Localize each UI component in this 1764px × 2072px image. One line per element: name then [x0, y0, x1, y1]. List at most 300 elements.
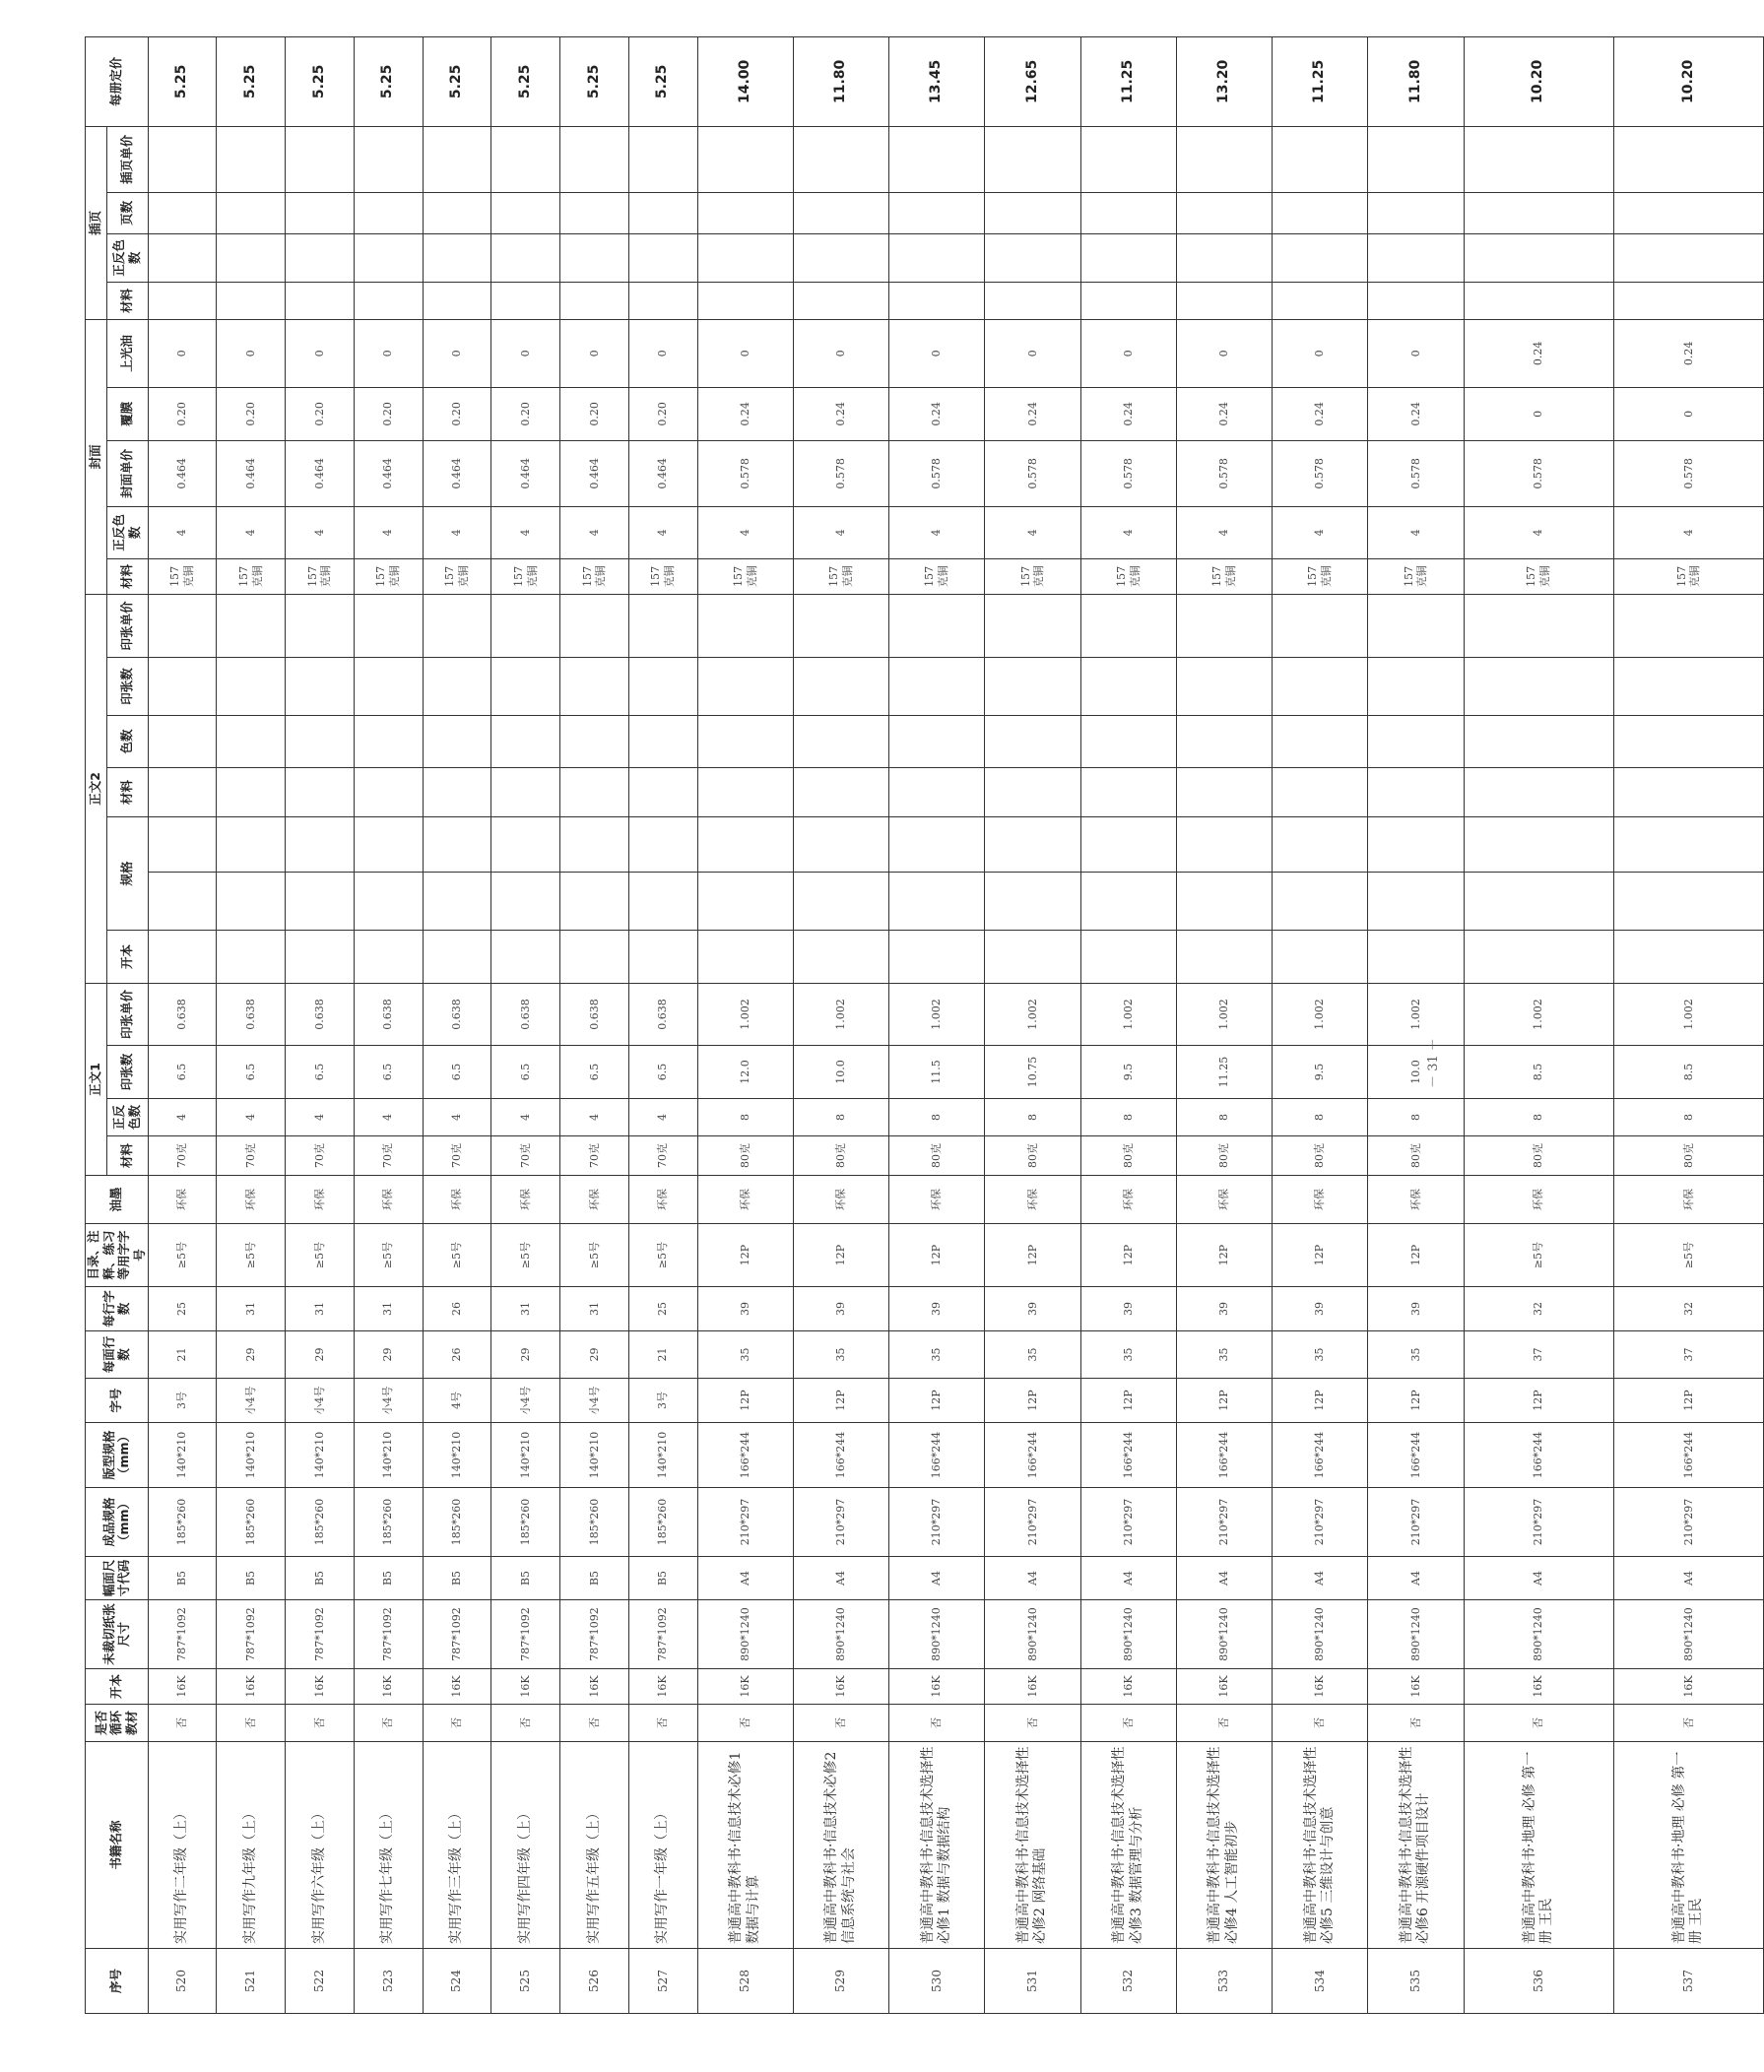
cell-toc: ≥5号 [1464, 1224, 1613, 1287]
cell-chars: 39 [1176, 1287, 1272, 1331]
cell-format: 16K [217, 1669, 286, 1705]
cell-empty [628, 233, 697, 282]
cell-ink: 环保 [1464, 1176, 1613, 1224]
cell-recycle: 否 [1176, 1705, 1272, 1742]
cell-empty [1464, 767, 1613, 816]
cell-toc: ≥5号 [628, 1224, 697, 1287]
cell-price: 11.80 [793, 36, 888, 126]
cell-b1sheets: 9.5 [1273, 1046, 1368, 1099]
cell-empty [1080, 767, 1176, 816]
cell-area: 166*244 [1368, 1423, 1464, 1488]
cell-empty [423, 282, 491, 319]
col-header-name: 书籍名称 [86, 1742, 149, 1949]
cell-b1col: 8 [697, 1099, 793, 1136]
cell-empty [1368, 816, 1464, 872]
cell-empty [1273, 715, 1368, 767]
cell-empty [560, 126, 629, 192]
cell-b1col: 8 [1368, 1099, 1464, 1136]
cell-chars: 31 [354, 1287, 423, 1331]
cell-empty [793, 233, 888, 282]
cell-area: 140*210 [628, 1423, 697, 1488]
cell-recycle: 否 [148, 1705, 217, 1742]
cell-b1unit: 1.002 [793, 983, 888, 1045]
cell-paper: 890*1240 [697, 1600, 793, 1669]
cell-empty [1464, 930, 1613, 983]
cell-empty [354, 930, 423, 983]
cell-paper: 890*1240 [793, 1600, 888, 1669]
cell-seq: 530 [889, 1949, 985, 2014]
cell-chars: 31 [217, 1287, 286, 1331]
cell-area: 166*244 [889, 1423, 985, 1488]
cell-empty [354, 594, 423, 657]
cell-b1mat: 70克 [148, 1136, 217, 1176]
cell-film: 0.20 [217, 387, 286, 440]
cell-empty [985, 126, 1080, 192]
cell-empty [1368, 192, 1464, 233]
cell-empty [889, 715, 985, 767]
cell-b1sheets: 6.5 [491, 1046, 560, 1099]
cell-lines: 29 [491, 1331, 560, 1379]
cell-empty [1613, 233, 1763, 282]
cell-format: 16K [286, 1669, 355, 1705]
cell-format: 16K [560, 1669, 629, 1705]
cell-name: 实用写作三年级（上） [423, 1742, 491, 1949]
cell-font: 小4号 [560, 1379, 629, 1423]
cell-varnish: 0 [286, 319, 355, 387]
cell-empty [985, 767, 1080, 816]
cell-lines: 35 [985, 1331, 1080, 1379]
col-header-price: 每册定价 [86, 36, 149, 126]
cell-recycle: 否 [793, 1705, 888, 1742]
cell-b1sheets: 9.5 [1080, 1046, 1176, 1099]
cell-empty [423, 767, 491, 816]
cell-seq: 523 [354, 1949, 423, 2014]
cell-b1unit: 0.638 [628, 983, 697, 1045]
cell-empty [286, 126, 355, 192]
cell-varnish: 0 [697, 319, 793, 387]
cell-price: 11.80 [1368, 36, 1464, 126]
cell-b1sheets: 10.75 [985, 1046, 1080, 1099]
cell-varnish: 0 [423, 319, 491, 387]
cell-price: 5.25 [286, 36, 355, 126]
cell-code: B5 [423, 1557, 491, 1600]
cell-toc: 12P [793, 1224, 888, 1287]
cell-empty [148, 657, 217, 715]
cell-varnish: 0 [1176, 319, 1272, 387]
cell-empty [1464, 872, 1613, 930]
cell-area: 140*210 [423, 1423, 491, 1488]
cell-code: A4 [793, 1557, 888, 1600]
cell-name: 普通高中教科书·信息技术选择性必修4 人工智能初步 [1176, 1742, 1272, 1949]
cell-film: 0.20 [423, 387, 491, 440]
cell-cmat: 157克铜 [697, 558, 793, 594]
cell-empty [286, 715, 355, 767]
table-row [423, 36, 491, 2013]
cell-empty [217, 233, 286, 282]
cell-b1col: 8 [889, 1099, 985, 1136]
cell-empty [1273, 767, 1368, 816]
cell-toc: ≥5号 [286, 1224, 355, 1287]
cell-empty [793, 767, 888, 816]
cell-ink: 环保 [491, 1176, 560, 1224]
cell-lines: 35 [1273, 1331, 1368, 1379]
cell-varnish: 0 [1273, 319, 1368, 387]
cell-ink: 环保 [286, 1176, 355, 1224]
cell-empty [1176, 715, 1272, 767]
cell-empty [697, 126, 793, 192]
col-header-insert-pages: 页数 [106, 192, 148, 233]
cell-b1sheets: 6.5 [354, 1046, 423, 1099]
cell-empty [1273, 282, 1368, 319]
cell-paper: 787*1092 [560, 1600, 629, 1669]
cell-recycle: 否 [491, 1705, 560, 1742]
cell-cunit: 0.464 [217, 440, 286, 506]
cell-area: 140*210 [560, 1423, 629, 1488]
table-row [286, 36, 355, 2013]
cell-cmat: 157克铜 [1464, 558, 1613, 594]
cell-seq: 524 [423, 1949, 491, 2014]
cell-chars: 31 [560, 1287, 629, 1331]
table-row [560, 36, 629, 2013]
cell-code: A4 [1368, 1557, 1464, 1600]
cell-empty [1273, 126, 1368, 192]
cell-ink: 环保 [1273, 1176, 1368, 1224]
cell-format: 16K [148, 1669, 217, 1705]
cell-empty [889, 126, 985, 192]
cell-price: 11.25 [1273, 36, 1368, 126]
cell-empty [889, 767, 985, 816]
cell-ccol: 4 [423, 506, 491, 558]
cell-lines: 35 [1368, 1331, 1464, 1379]
cell-empty [148, 816, 217, 872]
cell-paper: 890*1240 [1464, 1600, 1613, 1669]
col-header-body2-sheets: 印张数 [106, 657, 148, 715]
cell-finished: 185*260 [217, 1488, 286, 1557]
cell-empty [560, 816, 629, 872]
cell-ccol: 4 [286, 506, 355, 558]
cell-cmat: 157克铜 [217, 558, 286, 594]
cell-varnish: 0 [217, 319, 286, 387]
col-header-cover-colors: 正反色数 [106, 506, 148, 558]
cell-cunit: 0.578 [985, 440, 1080, 506]
cell-code: A4 [1080, 1557, 1176, 1600]
cell-format: 16K [491, 1669, 560, 1705]
cell-ink: 环保 [697, 1176, 793, 1224]
table-row [1176, 36, 1272, 2013]
cell-price: 5.25 [628, 36, 697, 126]
cell-varnish: 0 [1080, 319, 1176, 387]
cell-recycle: 否 [217, 1705, 286, 1742]
cell-b1col: 8 [1464, 1099, 1613, 1136]
cell-recycle: 否 [354, 1705, 423, 1742]
cell-empty [217, 930, 286, 983]
cell-finished: 210*297 [697, 1488, 793, 1557]
cell-chars: 39 [793, 1287, 888, 1331]
cell-empty [491, 767, 560, 816]
cell-empty [560, 715, 629, 767]
cell-empty [217, 872, 286, 930]
cell-cmat: 157克铜 [889, 558, 985, 594]
cell-empty [1368, 282, 1464, 319]
cell-b1mat: 80克 [1273, 1136, 1368, 1176]
cell-empty [1613, 126, 1763, 192]
cell-ccol: 4 [1176, 506, 1272, 558]
cell-cmat: 157克铜 [628, 558, 697, 594]
cell-b1sheets: 8.5 [1613, 1046, 1763, 1099]
cell-seq: 528 [697, 1949, 793, 2014]
cell-paper: 787*1092 [286, 1600, 355, 1669]
cell-area: 140*210 [286, 1423, 355, 1488]
cell-font: 12P [697, 1379, 793, 1423]
cell-empty [217, 594, 286, 657]
col-header-recycle: 是否循环教材 [86, 1705, 149, 1742]
cell-lines: 37 [1464, 1331, 1613, 1379]
cell-b1unit: 1.002 [1273, 983, 1368, 1045]
cell-empty [217, 282, 286, 319]
cell-paper: 787*1092 [354, 1600, 423, 1669]
cell-price: 12.65 [985, 36, 1080, 126]
cell-empty [1464, 126, 1613, 192]
cell-format: 16K [1613, 1669, 1763, 1705]
cell-b1mat: 80克 [889, 1136, 985, 1176]
col-header-lines: 每面行数 [86, 1331, 149, 1379]
cell-empty [560, 594, 629, 657]
cell-b1unit: 0.638 [148, 983, 217, 1045]
cell-b1col: 8 [1176, 1099, 1272, 1136]
cell-empty [560, 657, 629, 715]
cell-cmat: 157克铜 [491, 558, 560, 594]
cell-cunit: 0.578 [1464, 440, 1613, 506]
cell-chars: 39 [889, 1287, 985, 1331]
cell-film: 0.20 [354, 387, 423, 440]
cell-b1sheets: 11.5 [889, 1046, 985, 1099]
cell-ink: 环保 [148, 1176, 217, 1224]
cell-format: 16K [354, 1669, 423, 1705]
table-row [354, 36, 423, 2013]
cell-b1col: 4 [423, 1099, 491, 1136]
cell-film: 0.24 [793, 387, 888, 440]
cell-empty [1176, 126, 1272, 192]
cell-empty [628, 657, 697, 715]
cell-paper: 787*1092 [217, 1600, 286, 1669]
cell-toc: 12P [697, 1224, 793, 1287]
cell-cunit: 0.464 [286, 440, 355, 506]
cell-name: 普通高中教科书·信息技术选择性必修5 三维设计与创意 [1273, 1742, 1368, 1949]
cell-code: B5 [148, 1557, 217, 1600]
cell-empty [423, 715, 491, 767]
cell-b1sheets: 12.0 [697, 1046, 793, 1099]
cell-b1col: 8 [1273, 1099, 1368, 1136]
cell-varnish: 0 [628, 319, 697, 387]
cell-empty [793, 930, 888, 983]
cell-varnish: 0 [1368, 319, 1464, 387]
cell-code: A4 [1613, 1557, 1763, 1600]
cell-code: A4 [985, 1557, 1080, 1600]
cell-paper: 890*1240 [1176, 1600, 1272, 1669]
group-header-body1: 正文1 [86, 983, 107, 1175]
cell-empty [1176, 594, 1272, 657]
cell-cunit: 0.464 [354, 440, 423, 506]
cell-seq: 526 [560, 1949, 629, 2014]
cell-ink: 环保 [423, 1176, 491, 1224]
cell-b1col: 8 [1080, 1099, 1176, 1136]
cell-empty [354, 872, 423, 930]
table-row [697, 36, 793, 2013]
col-header-body2-material: 材料 [106, 767, 148, 816]
cell-font: 小4号 [286, 1379, 355, 1423]
cell-b1unit: 1.002 [1176, 983, 1272, 1045]
cell-format: 16K [793, 1669, 888, 1705]
cell-price: 11.25 [1080, 36, 1176, 126]
cell-chars: 31 [491, 1287, 560, 1331]
cell-film: 0.24 [1368, 387, 1464, 440]
col-header-size-code: 幅面尺寸代码 [86, 1557, 149, 1600]
cell-paper: 890*1240 [985, 1600, 1080, 1669]
cell-empty [217, 767, 286, 816]
cell-empty [1176, 282, 1272, 319]
cell-name: 实用写作四年级（上） [491, 1742, 560, 1949]
cell-code: A4 [889, 1557, 985, 1600]
cell-empty [354, 192, 423, 233]
cell-font: 12P [985, 1379, 1080, 1423]
cell-ink: 环保 [354, 1176, 423, 1224]
cell-empty [985, 657, 1080, 715]
table-row [1273, 36, 1368, 2013]
cell-b1sheets: 6.5 [217, 1046, 286, 1099]
cell-b1col: 8 [985, 1099, 1080, 1136]
cell-ink: 环保 [1368, 1176, 1464, 1224]
cell-chars: 39 [697, 1287, 793, 1331]
col-header-format: 开本 [86, 1669, 149, 1705]
cell-empty [286, 767, 355, 816]
cell-empty [1176, 816, 1272, 872]
cell-code: B5 [628, 1557, 697, 1600]
cell-area: 166*244 [1080, 1423, 1176, 1488]
cell-finished: 210*297 [1080, 1488, 1176, 1557]
cell-empty [354, 282, 423, 319]
cell-price: 5.25 [423, 36, 491, 126]
cell-recycle: 否 [1464, 1705, 1613, 1742]
cell-film: 0.24 [1080, 387, 1176, 440]
cell-empty [1464, 816, 1613, 872]
cell-lines: 29 [560, 1331, 629, 1379]
cell-empty [354, 657, 423, 715]
cell-area: 140*210 [491, 1423, 560, 1488]
cell-empty [423, 594, 491, 657]
col-header-body1-material: 材料 [106, 1136, 148, 1176]
cell-empty [148, 930, 217, 983]
cell-b1mat: 70克 [491, 1136, 560, 1176]
cell-ink: 环保 [628, 1176, 697, 1224]
cell-chars: 26 [423, 1287, 491, 1331]
cell-empty [491, 282, 560, 319]
cell-empty [889, 930, 985, 983]
cell-format: 16K [1464, 1669, 1613, 1705]
cell-empty [560, 233, 629, 282]
cell-ccol: 4 [1080, 506, 1176, 558]
cell-name: 普通高中教科书·地理 必修 第一册 王民 [1464, 1742, 1613, 1949]
cell-name: 实用写作五年级（上） [560, 1742, 629, 1949]
cell-b1mat: 80克 [697, 1136, 793, 1176]
cell-empty [1613, 715, 1763, 767]
cell-b1col: 8 [793, 1099, 888, 1136]
cell-empty [697, 192, 793, 233]
cell-empty [628, 594, 697, 657]
cell-code: B5 [286, 1557, 355, 1600]
cell-empty [1080, 930, 1176, 983]
cell-empty [148, 767, 217, 816]
cell-b1sheets: 10.0 [793, 1046, 888, 1099]
cell-recycle: 否 [1368, 1705, 1464, 1742]
cell-name: 实用写作六年级（上） [286, 1742, 355, 1949]
cell-price: 13.20 [1176, 36, 1272, 126]
cell-cunit: 0.578 [697, 440, 793, 506]
cell-empty [628, 816, 697, 872]
cell-film: 0.20 [491, 387, 560, 440]
table-row [1464, 36, 1613, 2013]
cell-ink: 环保 [889, 1176, 985, 1224]
cell-empty [1613, 657, 1763, 715]
cell-b1col: 4 [628, 1099, 697, 1136]
col-header-insert-colors: 正反色数 [106, 233, 148, 282]
cell-b1mat: 80克 [1368, 1136, 1464, 1176]
cell-b1col: 4 [148, 1099, 217, 1136]
cell-font: 4号 [423, 1379, 491, 1423]
cell-empty [1613, 767, 1763, 816]
cell-film: 0.24 [1176, 387, 1272, 440]
cell-b1col: 4 [354, 1099, 423, 1136]
cell-cunit: 0.464 [423, 440, 491, 506]
cell-toc: 12P [889, 1224, 985, 1287]
cell-ink: 环保 [217, 1176, 286, 1224]
col-header-body2-colors: 色数 [106, 715, 148, 767]
table-row [793, 36, 888, 2013]
cell-b1mat: 80克 [1080, 1136, 1176, 1176]
cell-ccol: 4 [560, 506, 629, 558]
cell-ccol: 4 [697, 506, 793, 558]
cell-format: 16K [889, 1669, 985, 1705]
cell-empty [793, 715, 888, 767]
page-number: － 31 － [1425, 1038, 1441, 1088]
cell-empty [985, 816, 1080, 872]
table-row [1368, 36, 1464, 2013]
cell-empty [286, 282, 355, 319]
cell-paper: 890*1240 [1080, 1600, 1176, 1669]
cell-font: 12P [1368, 1379, 1464, 1423]
cell-format: 16K [985, 1669, 1080, 1705]
cell-empty [697, 816, 793, 872]
cell-paper: 890*1240 [1273, 1600, 1368, 1669]
cell-price: 5.25 [560, 36, 629, 126]
cell-paper: 787*1092 [491, 1600, 560, 1669]
cell-empty [1613, 192, 1763, 233]
cell-empty [1080, 872, 1176, 930]
cell-empty [1176, 872, 1272, 930]
group-header-insert: 插页 [86, 126, 107, 319]
cell-font: 3号 [628, 1379, 697, 1423]
cell-toc: ≥5号 [491, 1224, 560, 1287]
cell-finished: 185*260 [286, 1488, 355, 1557]
cell-empty [1273, 872, 1368, 930]
cell-b1unit: 0.638 [354, 983, 423, 1045]
cell-empty [286, 657, 355, 715]
cell-paper: 787*1092 [628, 1600, 697, 1669]
cell-empty [1464, 233, 1613, 282]
cell-seq: 536 [1464, 1949, 1613, 2014]
cell-finished: 210*297 [793, 1488, 888, 1557]
cell-b1sheets: 6.5 [560, 1046, 629, 1099]
cell-empty [628, 282, 697, 319]
